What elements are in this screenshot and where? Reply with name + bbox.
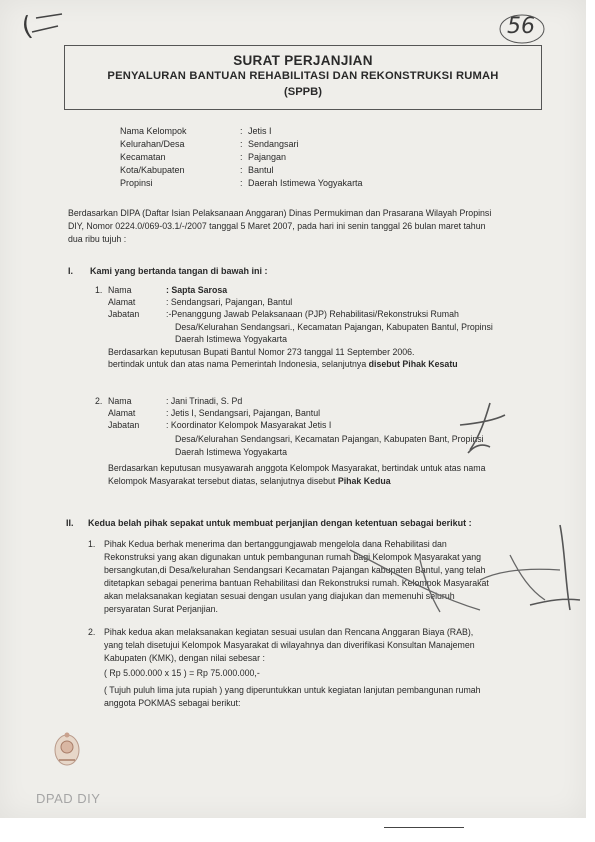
party2-name: : Jani Trinadi, S. Pd <box>166 396 243 406</box>
party2-num: 2. <box>95 396 103 406</box>
item2-line: ( Tujuh puluh lima juta rupiah ) yang diperuntukkan untuk kegiatan lanjutan pembangunan rumah <box>104 685 481 695</box>
party2-role-cont: Desa/Kelurahan Sendangsari, Kecamatan Pajangan, Kabupaten Bant, Propinsi <box>175 434 484 444</box>
document-title: SURAT PERJANJIAN <box>233 53 373 68</box>
page-number-handwritten: 56 <box>507 14 535 39</box>
item2-line: Kabupaten (KMK), dengan nilai sebesar : <box>104 653 265 663</box>
document-code: (SPPB) <box>284 86 322 98</box>
signature-scribble <box>520 520 585 620</box>
field-label: Alamat <box>108 408 136 418</box>
party1-address: : Sendangsari, Pajangan, Bantul <box>166 297 293 307</box>
section-heading: Kedua belah pihak sepakat untuk membuat perjanjian dengan ketentuan sebagai berikut : <box>88 518 472 528</box>
item1-line: bersangkutan,di Desa/kelurahan Sendangsari Kecamatan Pajangan kabupaten Bantul, yang telah <box>104 565 486 575</box>
field-label: Alamat <box>108 297 136 307</box>
item2-line: Pihak kedua akan melaksanakan kegiatan sesuai usulan dan Rencana Anggaran Biaya (RAB), <box>104 627 474 637</box>
intro-line: DIY, Nomor 0224.0/069-03.1/-/2007 tanggal 5 Maret 2007, pada hari ini senin tanggal 26 bulan maret tahun <box>68 221 486 231</box>
field-label: Jabatan <box>108 420 140 430</box>
party1-role: :-Penanggung Jawab Pelaksanaan (PJP) Rehabilitasi/Rekonstruksi Rumah <box>166 309 459 319</box>
party1-basis: bertindak untuk dan atas nama Pemerintah Indonesia, selanjutnya disebut Pihak Kesatu <box>108 359 458 369</box>
dpad-logo-icon <box>52 730 82 768</box>
info-label: Kecamatan <box>120 152 166 162</box>
party1-role-cont: Desa/Kelurahan Sendangsari., Kecamatan Pajangan, Kabupaten Bantul, Propinsi <box>175 322 493 332</box>
section-number: II. <box>66 518 74 528</box>
party2-address: : Jetis I, Sendangsari, Pajangan, Bantul <box>166 408 321 418</box>
handwritten-mark: ( <box>19 11 35 43</box>
intro-line: Berdasarkan DIPA (Daftar Isian Pelaksanaan Anggaran) Dinas Permukiman dan Prasarana Wilayah Propinsi <box>68 208 492 218</box>
party1-role-cont: Daerah Istimewa Yogyakarta <box>175 334 287 344</box>
party2-basis: Kelompok Masyarakat tersebut diatas, selanjutnya disebut Pihak Kedua <box>108 476 391 486</box>
title-box <box>64 45 542 110</box>
item-number: 2. <box>88 627 96 637</box>
party2-role: : Koordinator Kelompok Masyarakat Jetis I <box>166 420 332 430</box>
party2-basis: Berdasarkan keputusan musyawarah anggota Kelompok Masyarakat, bertindak untuk atas nama <box>108 463 486 473</box>
party1-num: 1. <box>95 285 103 295</box>
item-number: 1. <box>88 539 96 549</box>
info-value: Daerah Istimewa Yogyakarta <box>248 178 363 188</box>
signature-scribble <box>440 395 520 465</box>
section-number: I. <box>68 266 74 276</box>
info-value: Bantul <box>248 165 274 175</box>
section-heading: Kami yang bertanda tangan di bawah ini : <box>90 266 268 276</box>
info-value: Pajangan <box>248 152 287 162</box>
handwritten-dash <box>28 10 68 40</box>
item2-amount: ( Rp 5.000.000 x 15 ) = Rp 75.000.000,- <box>104 668 260 678</box>
item1-line: Pihak Kedua berhak menerima dan bertanggungjawab mengelola dana Rehabilitasi dan <box>104 539 447 549</box>
info-label: Propinsi <box>120 178 153 188</box>
watermark: DPAD DIY <box>36 791 101 806</box>
field-label: Jabatan <box>108 309 140 319</box>
handwritten-circle <box>498 12 548 46</box>
document-subtitle: PENYALURAN BANTUAN REHABILITASI DAN REKONSTRUKSI RUMAH <box>107 70 499 82</box>
item2-line: yang telah disetujui Kelompok Masyarakat di wilayahnya dan diverifikasi Konsultan Manajemen <box>104 640 475 650</box>
field-label: Nama <box>108 285 132 295</box>
divider <box>384 827 464 828</box>
item1-line: akan melaksanakan kegiatan sesuai dengan usulan yang diajukan dan memenuhi seluruh <box>104 591 455 601</box>
info-label: Kelurahan/Desa <box>120 139 185 149</box>
party1-basis: Berdasarkan keputusan Bupati Bantul Nomor 273 tanggal 11 September 2006. <box>108 347 415 357</box>
item2-line: anggota POKMAS sebagai berikut: <box>104 698 241 708</box>
info-label: Nama Kelompok <box>120 126 187 136</box>
info-value: Jetis I <box>248 126 272 136</box>
party1-name: : Sapta Sarosa <box>166 285 228 295</box>
intro-line: dua ribu tujuh : <box>68 234 127 244</box>
item1-line: ditetapkan sebagai penerima bantuan Rehabilitasi dan Rekonstruksi rumah. Kelompok Masyarakat <box>104 578 489 588</box>
item1-line: persyaratan Surat Perjanjian. <box>104 604 218 614</box>
field-label: Nama <box>108 396 132 406</box>
party2-role-cont: Daerah Istimewa Yogyakarta <box>175 447 287 457</box>
item1-line: Rekonstruksi yang akan digunakan untuk pembangunan rumah bagi Kelompok Masyarakat yang <box>104 552 482 562</box>
info-label: Kota/Kabupaten <box>120 165 185 175</box>
info-value: Sendangsari <box>248 139 299 149</box>
